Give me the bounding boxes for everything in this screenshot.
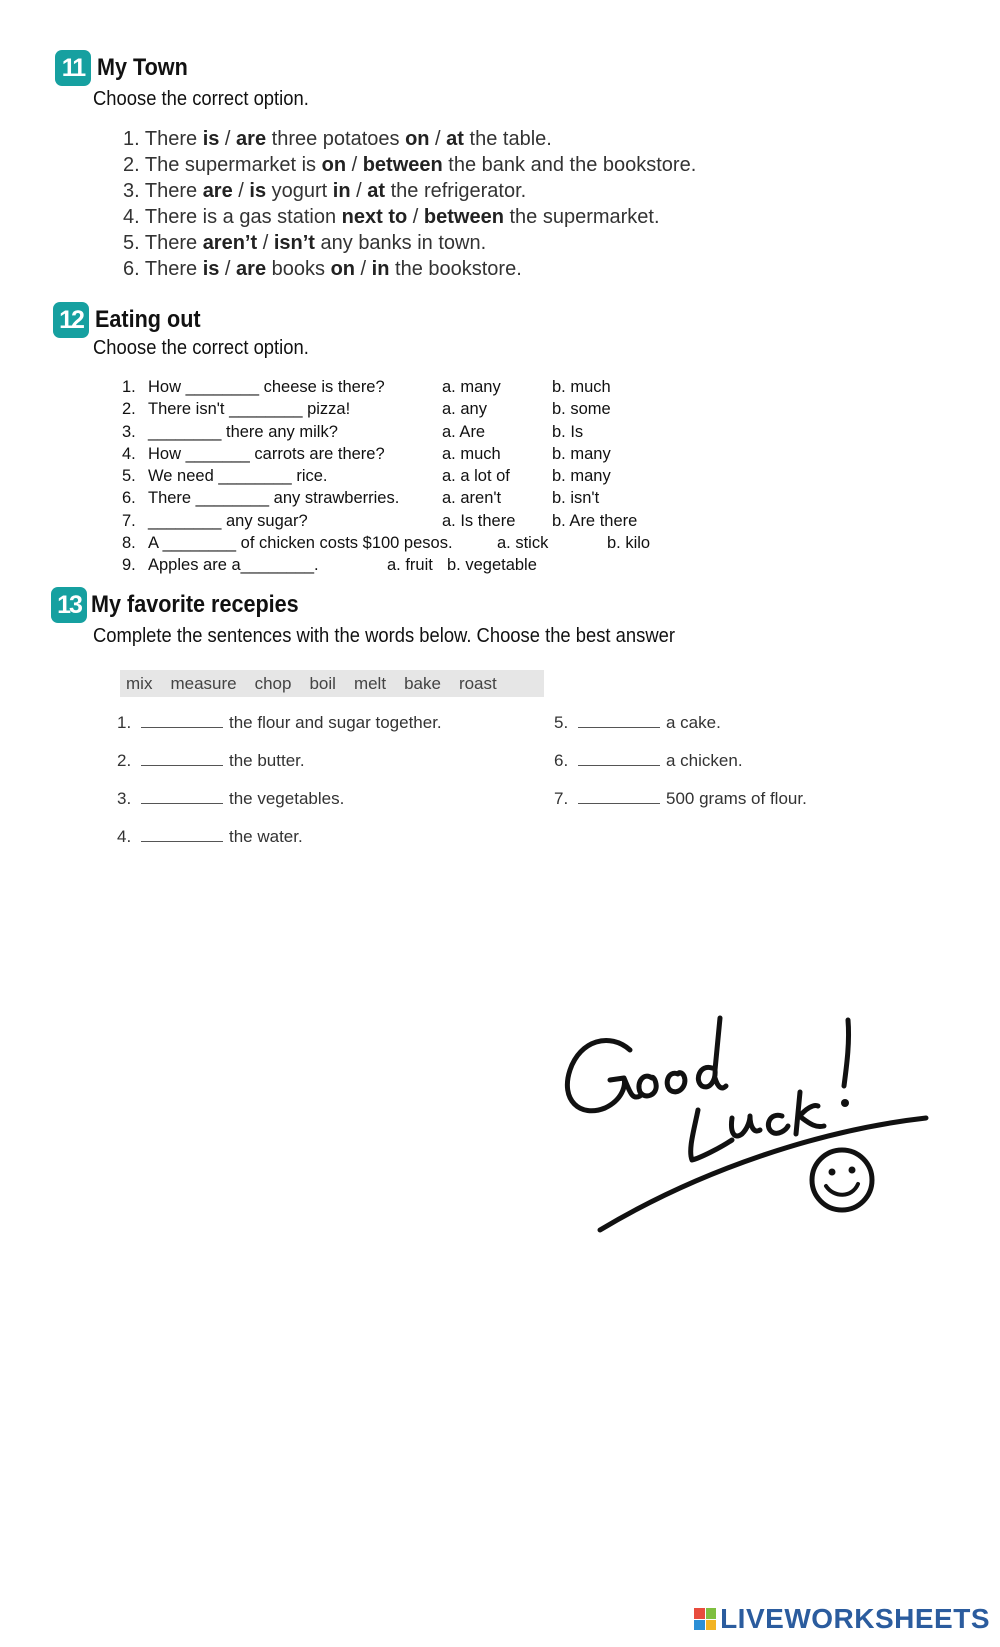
option-word: at: [367, 180, 386, 202]
exercise-item: [123, 258, 696, 284]
answer-blank[interactable]: [141, 751, 223, 766]
word-bank: [120, 670, 544, 697]
question-number: 7.: [122, 511, 136, 530]
question-text: We need ________ rice.: [148, 467, 328, 486]
sentence-text: /: [219, 258, 237, 280]
item-number: 7.: [554, 789, 569, 808]
answer-blank[interactable]: [141, 713, 223, 728]
answer-blank[interactable]: [141, 827, 223, 842]
question-number: 4.: [122, 444, 136, 463]
word-bank-word: bake: [404, 673, 441, 693]
option-word: next to: [341, 206, 408, 228]
option-word: between: [423, 206, 504, 228]
answer-option: b. many: [552, 444, 611, 463]
fill-in-item: [554, 789, 807, 809]
item-number: 2.: [117, 751, 132, 770]
answer-option: a. much: [442, 444, 501, 463]
option-word: in: [332, 180, 351, 202]
option-word: in: [371, 258, 390, 280]
question-number: 2.: [122, 400, 136, 419]
sentence-text: the table.: [463, 128, 552, 150]
question-number: 1.: [122, 378, 136, 396]
fill-in-item: [554, 751, 743, 771]
item-text: a cake.: [666, 713, 721, 732]
section-number-badge: 13: [51, 587, 87, 623]
sentence-text: 4. There is a gas station: [123, 206, 342, 228]
word-bank-word: measure: [170, 673, 237, 693]
item-text: the butter.: [229, 751, 305, 770]
section-instruction: Complete the sentences with the words below. Choose the best answer: [93, 625, 675, 647]
question-number: 6.: [122, 489, 136, 508]
question-text: ________ there any milk?: [148, 422, 338, 441]
item-number: 1.: [117, 713, 132, 732]
sentence-text: the supermarket.: [503, 206, 660, 228]
question-text: There ________ any strawberries.: [148, 489, 400, 508]
fill-in-item: [554, 713, 721, 733]
sentence-text: 3. There: [123, 180, 203, 202]
answer-option: b. kilo: [607, 534, 651, 553]
item-number: 6.: [554, 751, 569, 770]
sentence-text: the bank and the bookstore.: [442, 154, 697, 176]
question-text: A ________ of chicken costs $100 pesos.: [148, 534, 453, 553]
question-number: 9.: [122, 556, 136, 575]
sentence-text: the bookstore.: [389, 258, 522, 280]
item-text: the water.: [229, 827, 303, 846]
sentence-text: the refrigerator.: [385, 180, 527, 202]
fill-in-item: [117, 827, 303, 847]
answer-option: b. vegetable: [447, 556, 537, 575]
sentence-text: yogurt: [266, 180, 333, 202]
section-title: My Town: [97, 54, 188, 81]
option-word: aren’t: [202, 232, 258, 254]
item-text: a chicken.: [666, 751, 743, 770]
question-number: 8.: [122, 534, 136, 553]
question-text: There isn't ________ pizza!: [148, 400, 351, 419]
option-word: are: [202, 180, 233, 202]
liveworksheets-logo-icon: [694, 1608, 716, 1630]
option-word: is: [202, 258, 220, 280]
section-number-badge: 12: [53, 302, 89, 338]
answer-option: a. a lot of: [442, 467, 510, 486]
exercise-item: [123, 154, 696, 180]
word-bank-word: mix: [126, 673, 153, 693]
sentence-text: /: [350, 180, 368, 202]
section-12-header: [53, 302, 212, 338]
sentence-text: /: [232, 180, 250, 202]
fill-in-item: [117, 751, 305, 771]
sentence-text: books: [266, 258, 331, 280]
option-word: are: [236, 128, 267, 150]
sentence-text: 1. There: [123, 128, 203, 150]
option-word: are: [236, 258, 267, 280]
item-text: 500 grams of flour.: [666, 789, 807, 808]
answer-option: a. fruit: [387, 556, 433, 575]
section-title: Eating out: [95, 306, 201, 333]
exercise-11-list: [123, 128, 696, 284]
answer-option: a. stick: [497, 534, 549, 553]
exercise-item: [123, 232, 696, 258]
question-text: Apples are a________.: [148, 556, 319, 575]
sentence-text: /: [219, 128, 237, 150]
logo-text: LIVEWORKSHEETS: [720, 1603, 990, 1634]
sentence-text: three potatoes: [266, 128, 406, 150]
exercise-item: [123, 128, 696, 154]
answer-option: a. many: [442, 378, 501, 396]
item-text: the flour and sugar together.: [229, 713, 442, 732]
item-number: 5.: [554, 713, 569, 732]
question-text: How ________ cheese is there?: [148, 378, 385, 396]
sentence-text: 6. There: [123, 258, 203, 280]
answer-blank[interactable]: [578, 751, 660, 766]
word-bank-word: chop: [254, 673, 292, 693]
item-number: 3.: [117, 789, 132, 808]
exercise-item: [123, 180, 696, 206]
liveworksheets-logo: [694, 1603, 990, 1635]
question-text: How _______ carrots are there?: [148, 444, 385, 463]
item-text: the vegetables.: [229, 789, 345, 808]
sentence-text: /: [355, 258, 372, 280]
section-instruction: Choose the correct option.: [93, 337, 309, 359]
answer-option: b. many: [552, 467, 611, 486]
answer-option: b. Are there: [552, 511, 638, 530]
question-number: 3.: [122, 422, 136, 441]
sentence-text: /: [257, 232, 274, 254]
question-number: 5.: [122, 467, 136, 486]
section-instruction: Choose the correct option.: [93, 88, 309, 110]
section-number-badge: 11: [55, 50, 91, 86]
word-bank-word: roast: [458, 673, 497, 693]
sentence-text: /: [429, 128, 447, 150]
option-word: at: [446, 128, 464, 150]
sentence-text: 2. The supermarket is: [123, 154, 322, 176]
option-word: isn’t: [273, 232, 315, 254]
answer-option: a. any: [442, 400, 487, 419]
sentence-text: any banks in town.: [314, 232, 487, 254]
answer-option: b. some: [552, 400, 611, 419]
option-word: is: [202, 128, 220, 150]
option-word: on: [321, 154, 347, 176]
fill-in-item: [117, 713, 442, 733]
option-word: between: [362, 154, 443, 176]
word-bank-word: boil: [309, 673, 336, 693]
answer-option: b. Is: [552, 422, 584, 441]
sentence-text: 5. There: [123, 232, 203, 254]
option-word: is: [249, 180, 267, 202]
answer-blank[interactable]: [578, 789, 660, 804]
answer-option: b. much: [552, 378, 611, 396]
sentence-text: /: [346, 154, 363, 176]
answer-blank[interactable]: [141, 789, 223, 804]
section-11-header: [55, 50, 198, 86]
exercise-item: [123, 206, 696, 232]
section-title: My favorite recepies: [91, 591, 299, 618]
answer-option: a. aren't: [442, 489, 502, 508]
answer-option: a. Are: [442, 422, 486, 441]
item-number: 4.: [117, 827, 132, 846]
question-text: ________ any sugar?: [148, 511, 308, 530]
answer-option: b. isn't: [552, 489, 600, 508]
section-13-header: [51, 587, 322, 623]
option-word: on: [405, 128, 430, 150]
sentence-text: /: [407, 206, 424, 228]
word-bank-word: melt: [353, 673, 387, 693]
option-word: on: [330, 258, 355, 280]
answer-blank[interactable]: [578, 713, 660, 728]
answer-option: a. Is there: [442, 511, 516, 530]
fill-in-item: [117, 789, 344, 809]
good-luck-signature: [560, 1000, 940, 1240]
